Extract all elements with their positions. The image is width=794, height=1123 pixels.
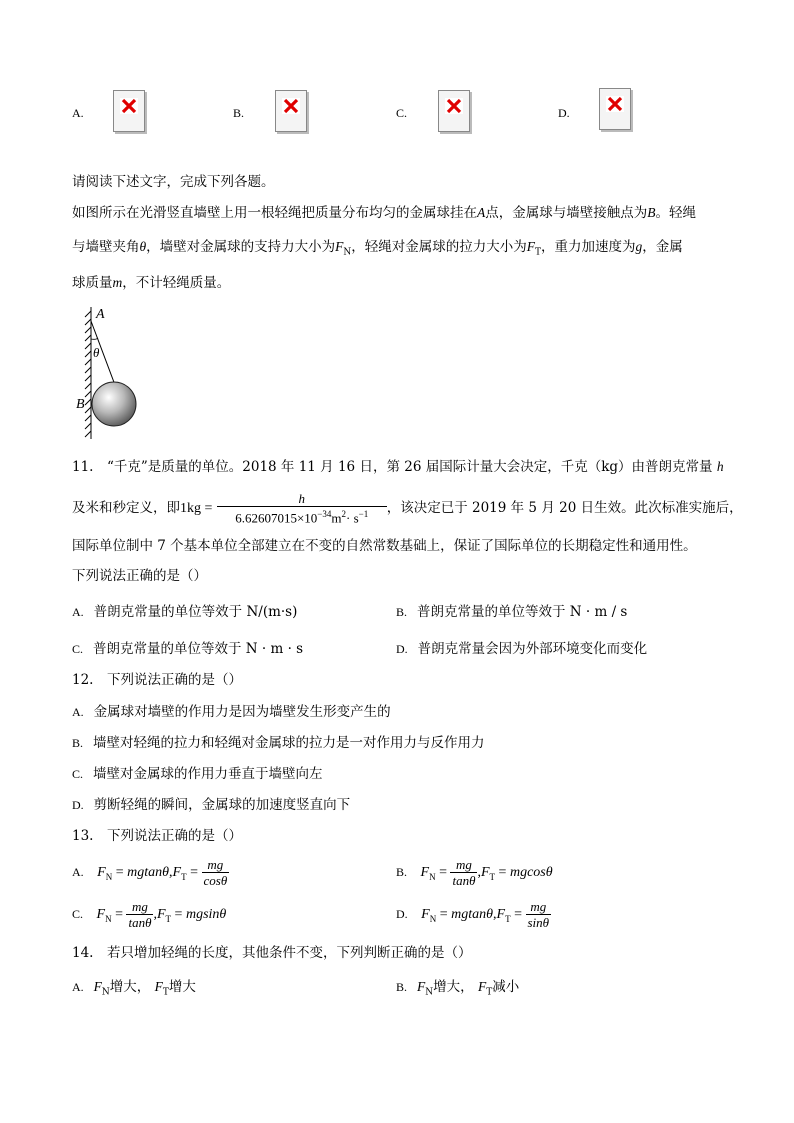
option-text: 墙壁对轻绳的拉力和轻绳对金属球的拉力是一对作用力与反作用力 (93, 735, 485, 751)
var-FN: F (335, 239, 344, 254)
text: 如图所示在光滑竖直墙壁上用一根轻绳把质量分布均匀的金属球挂在 (72, 205, 477, 221)
option-label: C. (72, 907, 84, 921)
text: ，该决定已于 2019 年 5 月 20 日生效。此次标准实施后， (386, 500, 743, 516)
text: 。轻绳 (655, 205, 696, 221)
q12-option-b[interactable] (72, 733, 485, 753)
passage-line-3 (72, 273, 230, 293)
q11-line-1 (72, 457, 724, 477)
exponent: −34 (317, 509, 332, 520)
option-label: A. (72, 865, 84, 879)
passage-line-1 (72, 203, 696, 223)
option-text: 墙壁对金属球的作用力垂直于墙壁向左 (93, 766, 323, 782)
fraction-denominator: tanθ (128, 915, 152, 931)
q11-option-c[interactable] (72, 639, 303, 659)
option-label: A. (72, 106, 84, 120)
text: 及米和秒定义，即 (72, 500, 180, 516)
q11-option-b[interactable] (396, 602, 627, 622)
passage-line-2 (72, 237, 683, 263)
broken-image-icon[interactable] (438, 90, 470, 132)
expr: mgtanθ (451, 907, 494, 922)
option-label: B. (233, 106, 245, 120)
option-text: 增大， (433, 979, 474, 995)
text: 6.62607015×10 (235, 510, 318, 526)
text: 球质量 (72, 275, 113, 291)
figure-label-theta: θ (93, 345, 100, 360)
q12-option-c[interactable] (72, 764, 323, 784)
q13-stem: 13. 下列说法正确的是（） (72, 828, 242, 844)
fraction-numerator: h (298, 491, 305, 507)
metal-ball (92, 382, 136, 426)
text: 点，金属球与墙壁接触点为 (485, 205, 648, 221)
var-theta: θ (139, 239, 147, 254)
q13-option-a[interactable]: A. $F_N = mgtan\theta,F_T$ = $\frac{mg}{\cos\theta}$ (72, 857, 228, 889)
option-label: C. (396, 106, 408, 120)
option-text: 普朗克常量的单位等效于 N/(m·s) (93, 604, 298, 620)
subscript: T (535, 247, 542, 258)
expr: mgsinθ (185, 907, 227, 922)
broken-image-icon[interactable] (275, 90, 307, 132)
option-text: 减小 (492, 979, 520, 995)
option-text: 普朗克常量的单位等效于 N · m / s (417, 604, 628, 620)
var-g: g (635, 239, 643, 254)
fraction (126, 899, 153, 930)
fraction (450, 857, 477, 888)
q11-stem: 下列说法正确的是（） (72, 568, 207, 584)
q11-line-2 (72, 490, 743, 527)
q14-option-b[interactable]: B. $F_N$增大， $F_T$减小 (396, 979, 520, 998)
option-text: 普朗克常量会因为外部环境变化而变化 (417, 641, 648, 657)
option-label: A. (72, 705, 84, 719)
expr: mgcosθ (509, 865, 553, 880)
exponent: −1 (358, 509, 369, 520)
intro-text: 请阅读下述文字，完成下列各题。 (72, 174, 275, 190)
fraction-denominator: cosθ (203, 873, 228, 889)
var-h: h (716, 459, 724, 474)
broken-image-icon[interactable] (599, 88, 631, 130)
option-label: B. (396, 605, 408, 619)
q13-option-d[interactable]: D. $F_N = mgtan\theta,F_T$ = $\frac{mg}{\sin\theta}$ (396, 899, 550, 931)
q14-stem: 14. 若只增加轻绳的长度，其他条件不变，下列判断正确的是（） (72, 945, 472, 961)
q11-line-3: 国际单位制中 7 个基本单位全部建立在不变的自然常数基础上，保证了国际单位的长期稳定性和通用性。 (72, 538, 697, 554)
option-text: 金属球对墙壁的作用力是因为墙壁发生形变产生的 (93, 704, 391, 720)
text: m (331, 510, 342, 526)
text: 11. “千克”是质量的单位。2018 年 11 月 16 日，第 26 届国际计量大会决定，千克（kg）由普朗克常量 (72, 459, 713, 475)
q11-option-d[interactable] (396, 639, 647, 659)
option-label: B. (396, 980, 408, 994)
fraction-numerator: mg (132, 899, 148, 915)
fraction-denominator (217, 506, 387, 525)
text: · s (345, 510, 359, 526)
figure-label-B: B (76, 397, 85, 412)
option-label: D. (558, 106, 570, 120)
var-m: m (112, 275, 123, 290)
q12-stem: 12. 下列说法正确的是（） (72, 672, 242, 688)
var-A: A (477, 205, 486, 220)
fraction (202, 857, 230, 888)
option-text: 普朗克常量的单位等效于 N · m · s (93, 641, 304, 657)
option-label: D. (396, 642, 408, 656)
fraction-numerator: mg (207, 857, 224, 873)
option-label: D. (72, 798, 84, 812)
fraction (526, 899, 552, 930)
text: ，墙壁对金属球的支持力大小为 (146, 239, 336, 255)
fraction-numerator: mg (530, 899, 547, 915)
q11-option-a[interactable] (72, 602, 297, 622)
text: ，不计轻绳质量。 (122, 275, 231, 291)
option-text: 增大 (168, 979, 196, 995)
q12-option-d[interactable] (72, 795, 350, 815)
wall-ball-figure (72, 305, 152, 445)
var-B: B (647, 205, 656, 220)
text: ，金属 (642, 239, 683, 255)
q14-option-a[interactable]: A. $F_N$增大， $F_T$增大 (72, 979, 196, 998)
q13-option-c[interactable]: C. $F_N$ = $\frac{mg}{\tan\theta}$ $,F_T = mgsin\theta$ (72, 899, 227, 931)
kg-fraction (217, 491, 387, 525)
figure-svg (72, 305, 152, 445)
expr: mgtanθ (127, 865, 170, 880)
fraction-denominator: sinθ (527, 915, 550, 931)
subscript: N (343, 247, 352, 258)
option-text: 剪断轻绳的瞬间，金属球的加速度竖直向下 (93, 797, 351, 813)
q13-option-b[interactable]: B. $F_N$ = $\frac{mg}{\tan\theta}$ $,F_T = mgcos\theta$ (396, 857, 553, 889)
q12-option-a[interactable] (72, 702, 391, 722)
option-label: B. (72, 736, 84, 750)
broken-image-icon[interactable] (113, 90, 145, 132)
equation-lhs: 1kg = (180, 501, 213, 516)
var-FT: F (526, 239, 536, 254)
option-label: A. (72, 605, 84, 619)
option-label: C. (72, 642, 84, 656)
text: ，轻绳对金属球的拉力大小为 (351, 239, 527, 255)
option-label: B. (396, 865, 408, 879)
option-label: C. (72, 767, 84, 781)
option-text: 增大， (109, 979, 151, 995)
fraction-numerator: mg (456, 857, 472, 873)
text: ，重力加速度为 (541, 239, 636, 255)
exponent: 2 (341, 509, 346, 520)
option-label: A. (72, 980, 84, 994)
option-label: D. (396, 907, 408, 921)
wall-hatching (85, 307, 91, 439)
fraction-denominator: tanθ (452, 873, 476, 889)
figure-label-A: A (96, 307, 105, 322)
text: 与墙壁夹角 (72, 239, 140, 255)
